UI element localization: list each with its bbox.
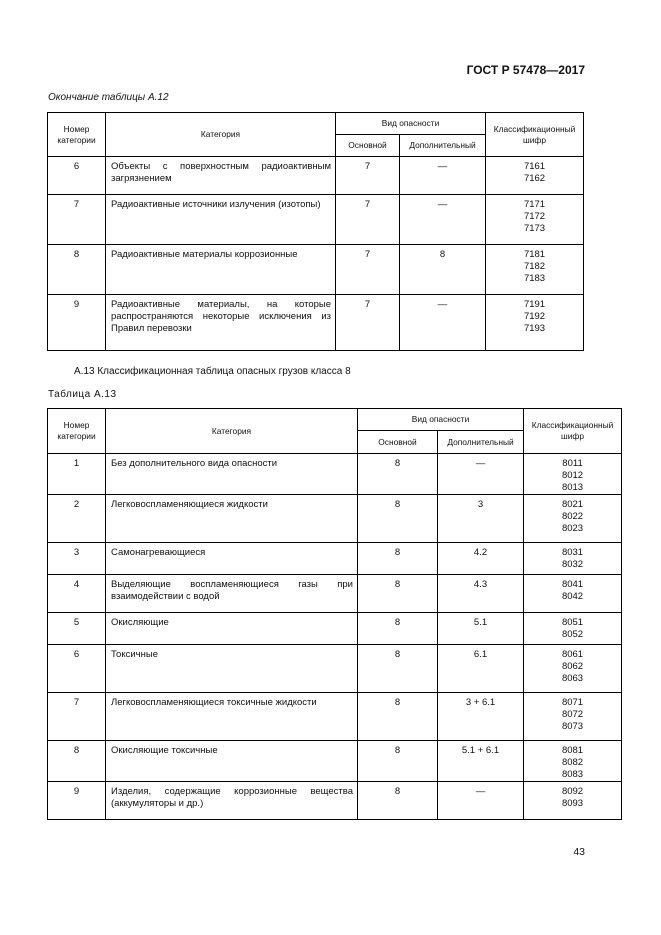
hazard-additional: 4.2	[438, 543, 524, 575]
hazard-main: 8	[358, 454, 438, 495]
classification-code: 8011	[562, 458, 583, 469]
classification-code: 7171	[523, 199, 546, 210]
category-number: 1	[48, 454, 106, 495]
classification-codes	[524, 575, 622, 613]
hazard-main: 8	[358, 543, 438, 575]
classification-code: 8063	[561, 673, 584, 684]
hazard-additional: 5.1	[438, 613, 524, 645]
classification-code: 8032	[561, 559, 584, 570]
hazard-main: 8	[358, 741, 438, 782]
classification-code: 8093	[561, 798, 584, 809]
hazard-main: 7	[336, 195, 400, 245]
header-hazard: Вид опасности	[336, 113, 486, 135]
header-code: Классификационный шифр	[486, 113, 584, 157]
category-number: 4	[48, 575, 106, 613]
category-number: 9	[48, 295, 106, 351]
table-row	[48, 645, 622, 693]
header-main: Основной	[336, 135, 400, 157]
classification-code: 8071	[561, 697, 584, 708]
table-row	[48, 782, 622, 820]
classification-code: 7173	[523, 223, 546, 234]
hazard-main: 8	[358, 693, 438, 741]
classification-code: 8042	[561, 591, 584, 602]
hazard-additional: —	[438, 454, 524, 495]
category-number: 6	[48, 645, 106, 693]
classification-code: 8082	[561, 757, 584, 768]
hazard-additional: 6.1	[438, 645, 524, 693]
classification-code: 8023	[561, 523, 584, 534]
header-category: Категория	[106, 113, 336, 157]
table-row	[48, 741, 622, 782]
hazard-main: 8	[358, 575, 438, 613]
header-code: Классификационный шифр	[524, 409, 622, 454]
classification-code: 8072	[561, 709, 584, 720]
table-row	[48, 245, 584, 295]
hazard-main: 8	[358, 495, 438, 543]
classification-code: 8073	[561, 721, 584, 732]
page-number: 43	[573, 846, 585, 858]
table-a13-caption: Таблица А.13	[48, 389, 117, 400]
table-row	[48, 693, 622, 741]
hazard-additional: 8	[400, 245, 486, 295]
hazard-main: 8	[358, 645, 438, 693]
classification-code: 8051	[561, 617, 584, 628]
hazard-additional: 4.3	[438, 575, 524, 613]
category-name: Без дополнительного вида опасности	[106, 454, 358, 495]
table-row	[48, 295, 584, 351]
classification-codes	[524, 645, 622, 693]
classification-codes	[524, 543, 622, 575]
category-name: Токсичные	[106, 645, 358, 693]
classification-code: 8021	[561, 499, 584, 510]
table-a12-end	[47, 112, 584, 351]
classification-codes	[486, 157, 584, 195]
category-number: 3	[48, 543, 106, 575]
table-row	[48, 543, 622, 575]
category-number: 8	[48, 741, 106, 782]
classification-code: 7162	[523, 173, 546, 184]
classification-code: 8083	[561, 769, 584, 780]
classification-codes	[524, 495, 622, 543]
hazard-additional: —	[438, 782, 524, 820]
classification-code: 7193	[523, 323, 546, 334]
table-row	[48, 195, 584, 245]
header-number: Номер категории	[48, 409, 106, 454]
classification-codes	[524, 454, 622, 495]
header-number: Номер категории	[48, 113, 106, 157]
table-row	[48, 495, 622, 543]
hazard-additional: 5.1 + 6.1	[438, 741, 524, 782]
hazard-additional: 3	[438, 495, 524, 543]
classification-codes	[524, 741, 622, 782]
table-a13	[47, 408, 622, 820]
section-title: А.13 Классификационная таблица опасных грузов класса 8	[74, 366, 351, 377]
header-additional: Дополнительный	[400, 135, 486, 157]
classification-code: 7183	[523, 273, 546, 284]
classification-code: 7192	[523, 311, 546, 322]
category-number: 7	[48, 693, 106, 741]
hazard-additional: 3 + 6.1	[438, 693, 524, 741]
classification-code: 7181	[523, 249, 546, 260]
header-category: Категория	[106, 409, 358, 454]
classification-codes	[486, 195, 584, 245]
classification-codes	[524, 782, 622, 820]
header-main: Основной	[358, 431, 438, 454]
category-number: 8	[48, 245, 106, 295]
hazard-main: 7	[336, 245, 400, 295]
category-name: Радиоактивные материалы, на которые распространяются некоторые исключения из Правил перевозки	[106, 295, 336, 351]
table-a12-caption: Окончание таблицы А.12	[48, 92, 169, 103]
category-number: 7	[48, 195, 106, 245]
classification-code: 7161	[523, 161, 546, 172]
category-name: Окисляющие токсичные	[106, 741, 358, 782]
table-row	[48, 613, 622, 645]
category-name: Изделия, содержащие коррозионные вещества (аккумуляторы и др.)	[106, 782, 358, 820]
table-row	[48, 575, 622, 613]
hazard-additional: —	[400, 295, 486, 351]
category-number: 5	[48, 613, 106, 645]
category-number: 6	[48, 157, 106, 195]
classification-code: 8062	[561, 661, 584, 672]
classification-code: 7182	[523, 261, 546, 272]
category-name: Радиоактивные материалы коррозионные	[106, 245, 336, 295]
table-row	[48, 157, 584, 195]
classification-code: 8031	[561, 547, 584, 558]
classification-code: 8052	[561, 629, 584, 640]
classification-codes	[524, 613, 622, 645]
category-name: Самонагревающиеся	[106, 543, 358, 575]
classification-codes	[524, 693, 622, 741]
hazard-additional: —	[400, 157, 486, 195]
category-name: Легковоспламеняющиеся токсичные жидкости	[106, 693, 358, 741]
classification-code: 8012	[561, 470, 584, 481]
classification-codes	[486, 295, 584, 351]
classification-code: 8013	[561, 482, 584, 493]
classification-code: 7191	[523, 299, 546, 310]
category-name: Выделяющие воспламеняющиеся газы при взаимодействии с водой	[106, 575, 358, 613]
category-name: Легковоспламеняющиеся жидкости	[106, 495, 358, 543]
header-additional: Дополнительный	[438, 431, 524, 454]
classification-code: 8092	[561, 786, 584, 797]
header-hazard: Вид опасности	[358, 409, 524, 431]
category-name: Окисляющие	[106, 613, 358, 645]
table-row	[48, 454, 622, 495]
category-name: Объекты с поверхностным радиоактивным загрязнением	[106, 157, 336, 195]
classification-code: 8081	[561, 745, 584, 756]
category-name: Радиоактивные источники излучения (изотопы)	[106, 195, 336, 245]
category-number: 2	[48, 495, 106, 543]
hazard-additional: —	[400, 195, 486, 245]
classification-code: 7172	[523, 211, 546, 222]
hazard-main: 7	[336, 157, 400, 195]
classification-code: 8022	[561, 511, 584, 522]
classification-code: 8041	[561, 579, 584, 590]
category-number: 9	[48, 782, 106, 820]
document-code: ГОСТ Р 57478—2017	[466, 63, 585, 77]
hazard-main: 8	[358, 782, 438, 820]
classification-code: 8061	[561, 649, 584, 660]
hazard-main: 7	[336, 295, 400, 351]
hazard-main: 8	[358, 613, 438, 645]
classification-codes	[486, 245, 584, 295]
